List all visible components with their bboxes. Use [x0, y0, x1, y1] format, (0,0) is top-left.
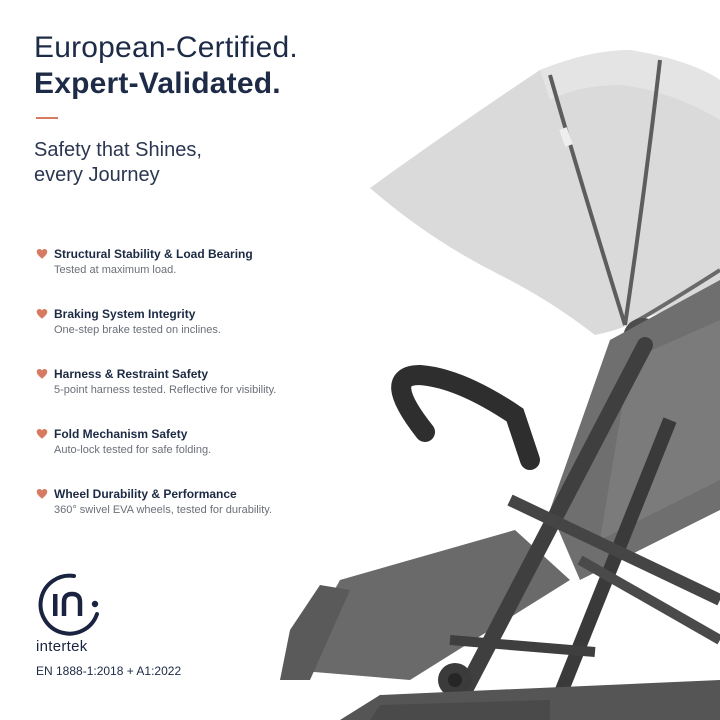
- heart-icon: [36, 368, 48, 380]
- certification-standard: EN 1888-1:2018 + A1:2022: [36, 664, 182, 678]
- heart-icon: [36, 488, 48, 500]
- accent-divider: [36, 117, 58, 119]
- feature-description: Tested at maximum load.: [54, 264, 177, 276]
- heart-icon: [36, 248, 48, 260]
- subheading-line-2: every Journey: [34, 164, 160, 186]
- heart-icon: [36, 308, 48, 320]
- intertek-wordmark: intertek: [36, 638, 88, 655]
- subheading-line-1: Safety that Shines,: [34, 139, 202, 161]
- feature-title: Braking System Integrity: [54, 307, 196, 321]
- feature-description: 360° swivel EVA wheels, tested for durability.: [54, 504, 272, 516]
- subheading: [34, 138, 202, 188]
- feature-title: Harness & Restraint Safety: [54, 367, 209, 381]
- feature-description: 5-point harness tested. Reflective for visibility.: [54, 384, 277, 396]
- headline-line-2: Expert-Validated.: [34, 67, 281, 100]
- intertek-logo-icon: [34, 570, 104, 640]
- feature-title: Structural Stability & Load Bearing: [54, 247, 253, 261]
- feature-description: Auto-lock tested for safe folding.: [54, 444, 212, 456]
- feature-description: One-step brake tested on inclines.: [54, 324, 221, 336]
- stroller-image: [250, 40, 720, 720]
- feature-title: Fold Mechanism Safety: [54, 427, 188, 441]
- heart-icon: [36, 428, 48, 440]
- feature-title: Wheel Durability & Performance: [54, 487, 237, 501]
- headline-line-1: European-Certified.: [34, 31, 298, 64]
